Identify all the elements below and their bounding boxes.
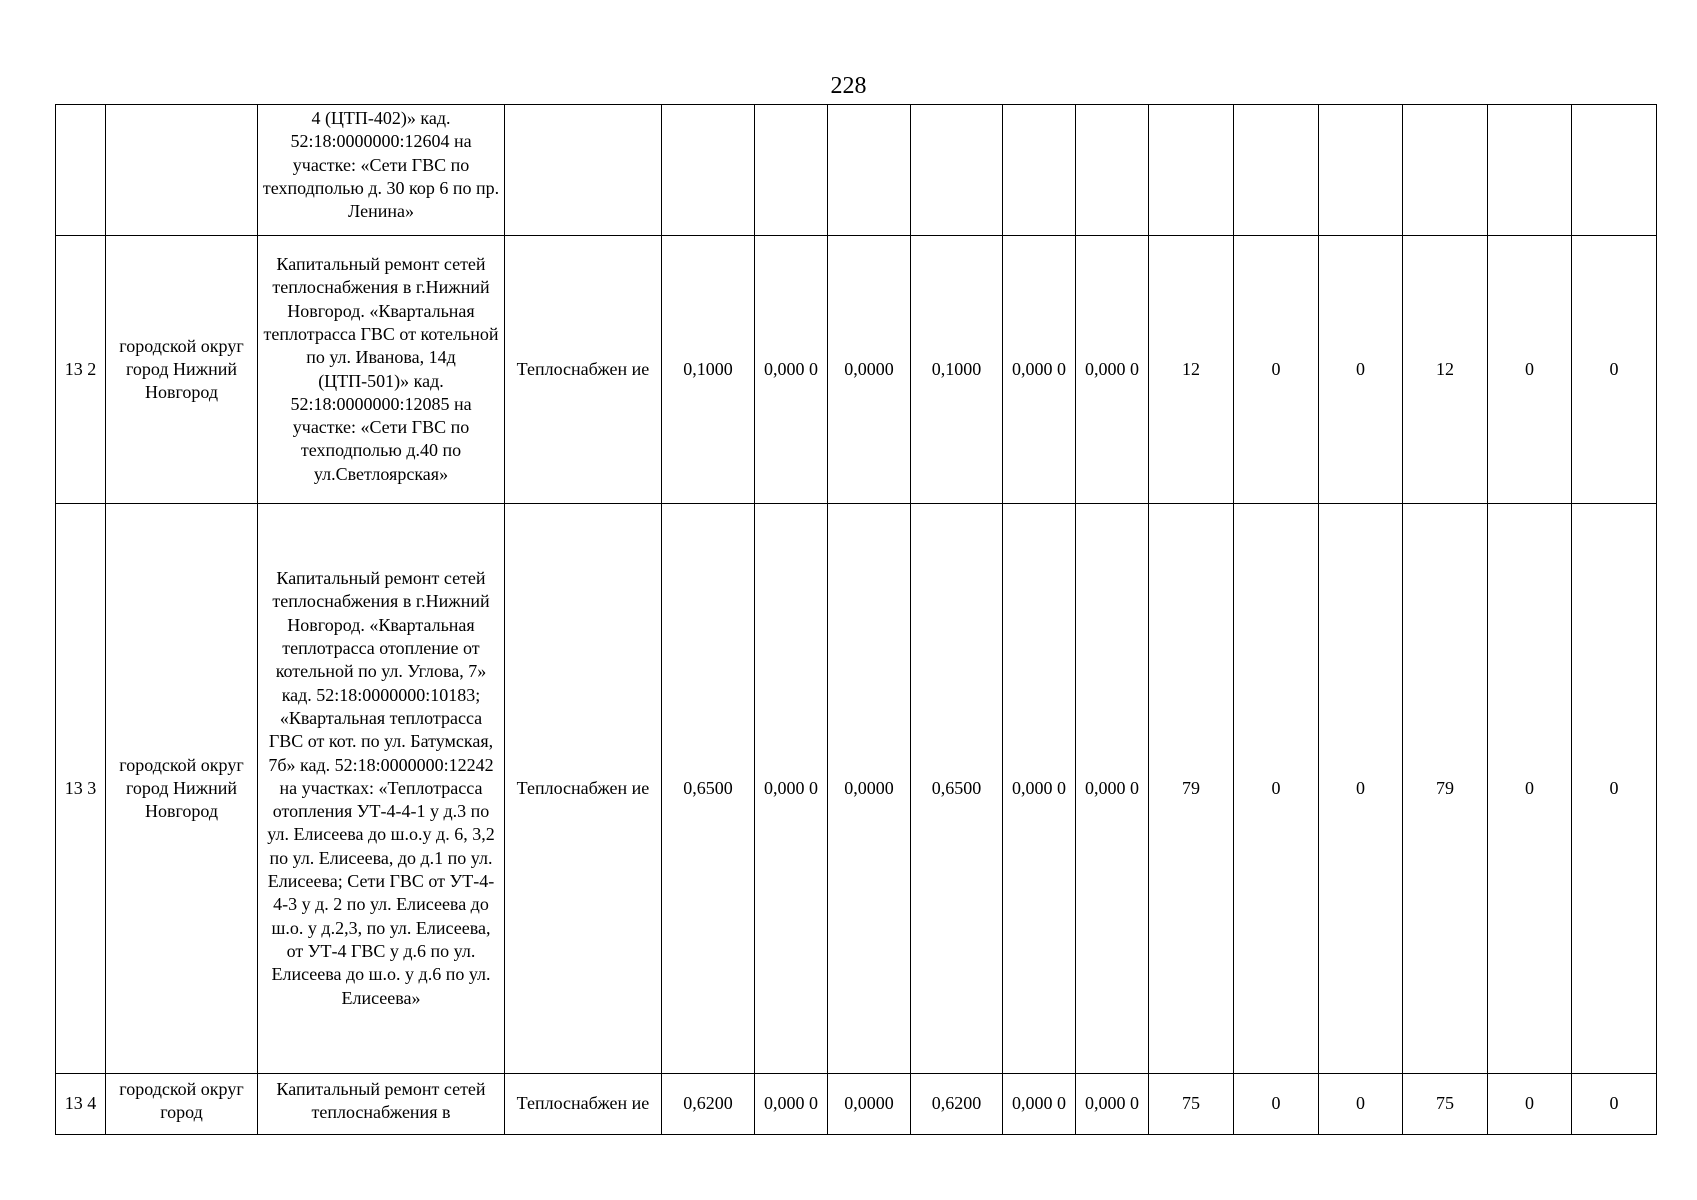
value-cell: 79 bbox=[1403, 504, 1488, 1074]
value-cell: 0,000 0 bbox=[1003, 504, 1076, 1074]
type-cell: Теплоснабжен ие bbox=[505, 1074, 662, 1135]
type-cell bbox=[505, 105, 662, 236]
value-cell: 0,6200 bbox=[911, 1074, 1003, 1135]
table-row bbox=[56, 1074, 1657, 1135]
territory-cell: городской округ город Нижний Новгород bbox=[106, 236, 258, 504]
value-cell bbox=[1319, 105, 1403, 236]
value-cell: 0,000 0 bbox=[1003, 1074, 1076, 1135]
territory-cell bbox=[106, 105, 258, 236]
territory-cell: городской округ город Нижний Новгород bbox=[106, 504, 258, 1074]
value-cell: 0,0000 bbox=[828, 236, 911, 504]
table-row bbox=[56, 236, 1657, 504]
value-cell bbox=[1488, 105, 1572, 236]
value-cell: 0,6200 bbox=[662, 1074, 755, 1135]
value-cell: 0,1000 bbox=[911, 236, 1003, 504]
value-cell: 0 bbox=[1572, 1074, 1657, 1135]
value-cell: 0,000 0 bbox=[1076, 1074, 1149, 1135]
description-cell: Капитальный ремонт сетей теплоснабжения в г.Нижний Новгород. «Квартальная теплотрасса ГВС от котельной по ул. Иванова, 14д (ЦТП-501)» кад. 52:18:0000000:12085 на участке: «Сети ГВС по техподполью д.40 по ул.Светлоярская» bbox=[258, 236, 505, 504]
value-cell: 0 bbox=[1488, 1074, 1572, 1135]
value-cell bbox=[1076, 105, 1149, 236]
value-cell: 0,000 0 bbox=[755, 504, 828, 1074]
value-cell: 0,6500 bbox=[662, 504, 755, 1074]
value-cell: 0,6500 bbox=[911, 504, 1003, 1074]
data-table bbox=[55, 104, 1657, 1135]
description-cell: Капитальный ремонт сетей теплоснабжения в г.Нижний Новгород. «Квартальная теплотрасса отопление от котельной по ул. Углова, 7» кад. 52:18:0000000:10183; «Квартальная теплотрасса ГВС от кот. по ул. Батумская, 7б» кад. 52:18:0000000:12242 на участках: «Теплотрасса отопления УТ-4-4-1 у д.3 по ул. Елисеева до ш.о.у д. 6, 3,2 по ул. Елисеева, до д.1 по ул. Елисеева; Сети ГВС от УТ-4-4-3 у д. 2 по ул. Елисеева до ш.о. у д.2,3, по ул. Елисеева, от УТ-4 ГВС у д.6 по ул. Елисеева до ш.о. у д.6 по ул. Елисеева» bbox=[258, 504, 505, 1074]
value-cell: 0 bbox=[1319, 236, 1403, 504]
value-cell: 0,1000 bbox=[662, 236, 755, 504]
value-cell: 0,000 0 bbox=[755, 1074, 828, 1135]
value-cell: 0 bbox=[1488, 504, 1572, 1074]
value-cell: 0,000 0 bbox=[755, 236, 828, 504]
value-cell: 0 bbox=[1319, 504, 1403, 1074]
value-cell: 0 bbox=[1488, 236, 1572, 504]
value-cell: 75 bbox=[1403, 1074, 1488, 1135]
value-cell: 0 bbox=[1572, 236, 1657, 504]
row-number-cell: 13 2 bbox=[56, 236, 106, 504]
value-cell bbox=[1234, 105, 1319, 236]
value-cell: 75 bbox=[1149, 1074, 1234, 1135]
value-cell bbox=[1572, 105, 1657, 236]
value-cell: 0,0000 bbox=[828, 504, 911, 1074]
value-cell: 0,000 0 bbox=[1076, 236, 1149, 504]
value-cell: 12 bbox=[1149, 236, 1234, 504]
row-number-cell: 13 3 bbox=[56, 504, 106, 1074]
type-cell: Теплоснабжен ие bbox=[505, 236, 662, 504]
value-cell bbox=[1003, 105, 1076, 236]
page-number: 228 bbox=[830, 73, 867, 99]
territory-cell: городской округ город bbox=[106, 1074, 258, 1135]
value-cell bbox=[911, 105, 1003, 236]
value-cell: 0,000 0 bbox=[1003, 236, 1076, 504]
value-cell bbox=[1149, 105, 1234, 236]
value-cell bbox=[662, 105, 755, 236]
table-row bbox=[56, 504, 1657, 1074]
value-cell: 0 bbox=[1319, 1074, 1403, 1135]
table-row bbox=[56, 105, 1657, 236]
value-cell bbox=[1403, 105, 1488, 236]
value-cell bbox=[755, 105, 828, 236]
value-cell: 79 bbox=[1149, 504, 1234, 1074]
value-cell: 0,0000 bbox=[828, 1074, 911, 1135]
value-cell bbox=[828, 105, 911, 236]
value-cell: 0,000 0 bbox=[1076, 504, 1149, 1074]
value-cell: 12 bbox=[1403, 236, 1488, 504]
value-cell: 0 bbox=[1572, 504, 1657, 1074]
value-cell: 0 bbox=[1234, 236, 1319, 504]
type-cell: Теплоснабжен ие bbox=[505, 504, 662, 1074]
value-cell: 0 bbox=[1234, 1074, 1319, 1135]
value-cell: 0 bbox=[1234, 504, 1319, 1074]
description-cell: 4 (ЦТП-402)» кад. 52:18:0000000:12604 на участке: «Сети ГВС по техподполью д. 30 кор 6 по пр. Ленина» bbox=[258, 105, 505, 236]
row-number-cell: 13 4 bbox=[56, 1074, 106, 1135]
description-cell: Капитальный ремонт сетей теплоснабжения в bbox=[258, 1074, 505, 1135]
row-number-cell bbox=[56, 105, 106, 236]
